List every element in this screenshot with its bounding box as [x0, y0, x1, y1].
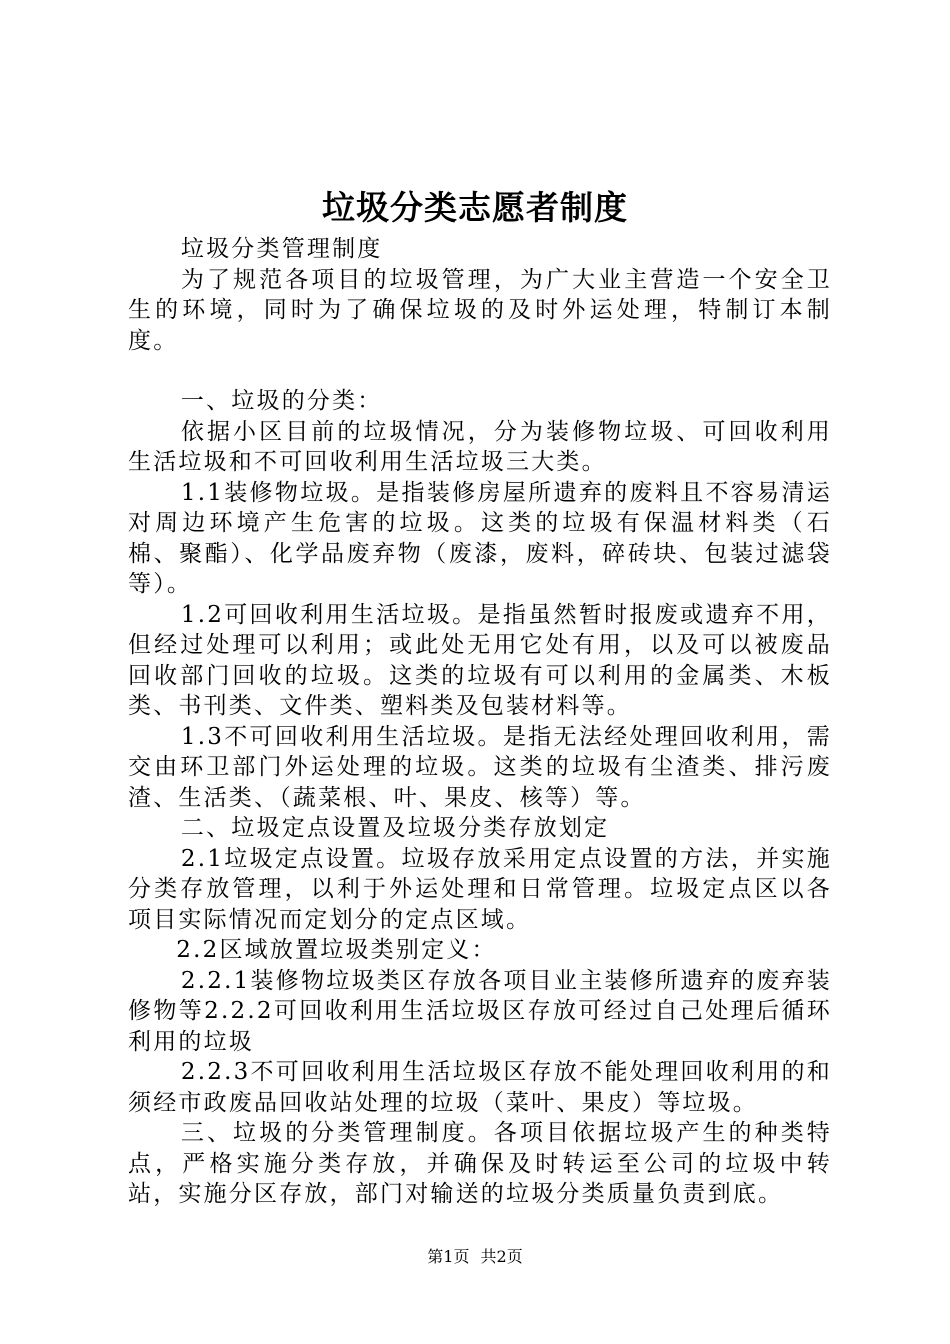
- paragraph-1-2: 1.2可回收利用生活垃圾。是指虽然暂时报废或遗弃不用，但经过处理可以利用；或此处无用它处有用，以及可以被废品回收部门回收的垃圾。这类的垃圾有可以利用的金属类、木板类、书刊类、文件类、塑料类及包装材料等。: [128, 601, 832, 719]
- paragraph-2-2-3: 2.2.3不可回收利用生活垃圾区存放不能处理回收利用的和须经市政废品回收站处理的垃圾（菜叶、果皮）等垃圾。: [128, 1059, 832, 1116]
- page-number-current: 第1页: [427, 1247, 470, 1266]
- document-title: 垃圾分类志愿者制度: [322, 188, 628, 227]
- section-heading-1: 一、垃圾的分类：: [180, 388, 383, 414]
- paragraph-1-1: 1.1装修物垃圾。是指装修房屋所遗弃的废料且不容易清运对周边环境产生危害的垃圾。这类的垃圾有保温材料类（石棉、聚酯）、化学品废弃物（废漆，废料，碎砖块、包装过滤袋等）。: [128, 479, 832, 597]
- document-body: [128, 234, 832, 1210]
- section-heading-2: 二、垃圾定点设置及垃圾分类存放划定: [180, 815, 610, 841]
- paragraph-classification: 依据小区目前的垃圾情况，分为装修物垃圾、可回收利用生活垃圾和不可回收利用生活垃圾三大类。: [128, 418, 832, 475]
- paragraph-2-1: 2.1垃圾定点设置。垃圾存放采用定点设置的方法，并实施分类存放管理，以利于外运处理和日常管理。垃圾定点区以各项目实际情况而定划分的定点区域。: [128, 845, 832, 933]
- paragraph-2-2: 2.2区域放置垃圾类别定义：: [176, 937, 497, 963]
- paragraph-1-3: 1.3不可回收利用生活垃圾。是指无法经处理回收利用，需交由环卫部门外运处理的垃圾。这类的垃圾有尘渣类、排污废渣、生活类、（蔬菜根、叶、果皮、核等）等。: [128, 723, 832, 811]
- paragraph-subtitle: 垃圾分类管理制度: [180, 236, 383, 262]
- section-heading-3: 三、垃圾的分类管理制度。各项目依据垃圾产生的种类特点，严格实施分类存放，并确保及时转运至公司的垃圾中转站，实施分区存放，部门对输送的垃圾分类质量负责到底。: [128, 1120, 832, 1207]
- page-footer: [0, 1246, 950, 1268]
- paragraph-intro: 为了规范各项目的垃圾管理，为广大业主营造一个安全卫生的环境，同时为了确保垃圾的及时外运处理，特制订本制度。: [128, 266, 832, 354]
- page-number-total: 共2页: [480, 1247, 523, 1266]
- paragraph-2-2-1: 2.2.1装修物垃圾类区存放各项目业主装修所遗弃的废弃装修物等2.2.2可回收利用生活垃圾区存放可经过自己处理后循环利用的垃圾: [128, 967, 832, 1055]
